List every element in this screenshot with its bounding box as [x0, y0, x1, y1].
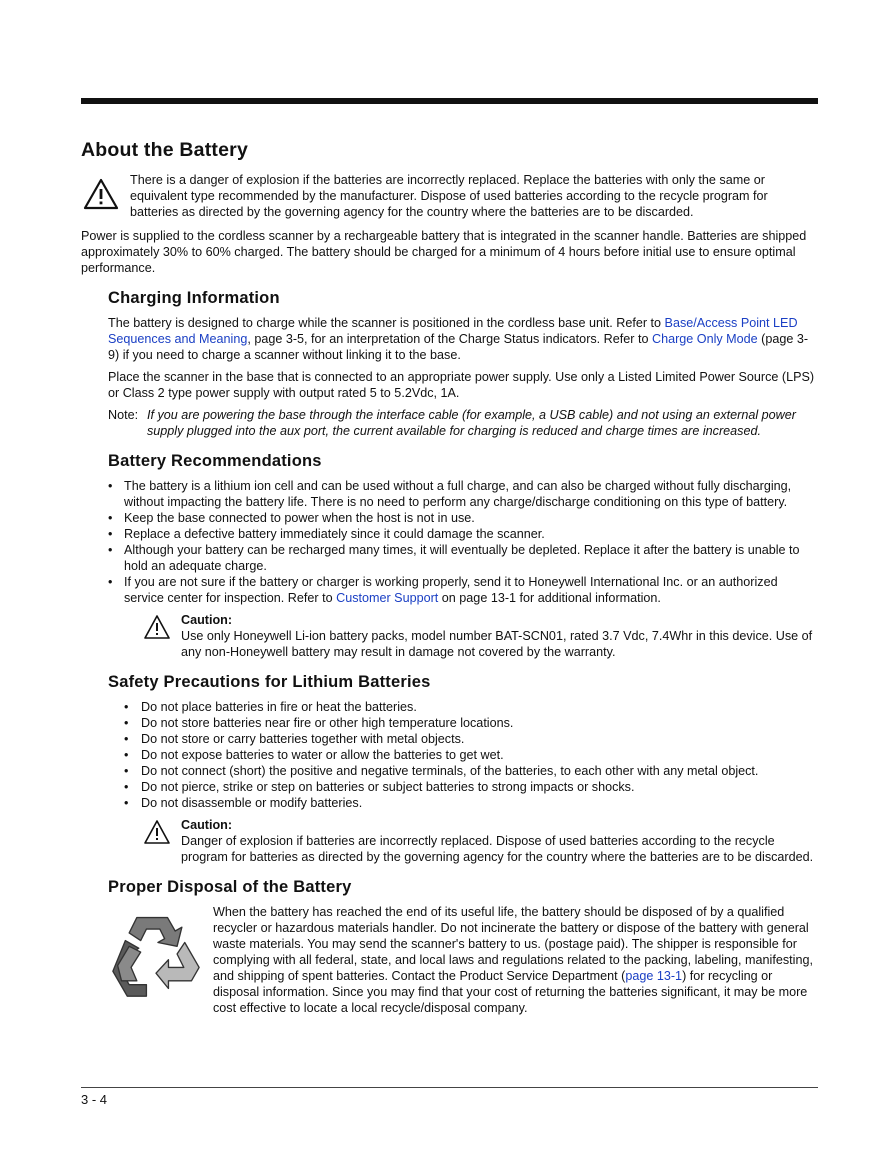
list-item: • Do not expose batteries to water or allow the batteries to get wet. [124, 747, 818, 763]
caution-text: Danger of explosion if batteries are incorrectly replaced. Dispose of used batteries according to the recycle program for batteries as directed by the governing agency for the country where the batteries are to be discarded. [181, 834, 814, 864]
support-text-a: If you are not sure if the battery or charger is working properly, send it to Honeywell International Inc. or an authorized service center for inspection. Refer to [124, 575, 778, 605]
explosion-caution [181, 817, 818, 865]
support-text-b: on page 13-1 for additional information. [438, 591, 661, 605]
page-13-1-link[interactable]: page 13-1 [625, 969, 683, 983]
list-item: • Keep the base connected to power when the host is not in use. [108, 510, 818, 526]
list-item: • Although your battery can be recharged many times, it will eventually be depleted. Replace it after the battery is unable to hold an adequate charge. [108, 542, 818, 574]
caution-title: Caution: [181, 613, 233, 627]
list-item: • Do not disassemble or modify batteries. [124, 795, 818, 811]
caution-title: Caution: [181, 818, 233, 832]
disposal-section [213, 904, 818, 1016]
list-item: • Do not store or carry batteries together with metal objects. [124, 731, 818, 747]
caution-triangle-icon [143, 614, 171, 640]
charging-heading: Charging Information [108, 289, 280, 307]
list-item [108, 574, 818, 606]
safety-heading: Safety Precautions for Lithium Batteries [108, 673, 431, 691]
disposal-text-b: ) for recycling or disposal information. Since you may find that your cost of returning the batteries significant, it may be more cost effective to locate a local recycle/disposal company. [213, 969, 808, 1015]
disposal-text-a: When the battery has reached the end of its useful life, the battery should be disposed of by a qualified recycler or hazardous materials handler. Do not incinerate the battery or dispose of the battery with general waste materials. You may send the scanner's battery to us. (postage paid). The shipper is responsible for complying with all federal, state, and local laws and regulations related to the packing, labeling, manifesting, and shipping of spent batteries. Contact the Product Service Department ( [213, 905, 813, 983]
customer-support-link[interactable]: Customer Support [336, 591, 439, 605]
page-title: About the Battery [81, 139, 248, 161]
charging-text-c: (page 3-9) if you need to charge a scanner without linking it to the base. [108, 332, 809, 362]
warning-text: There is a danger of explosion if the batteries are incorrectly replaced. Replace the batteries with only the same or equivalent type recommended by the manufacturer. Dispose of used batteries according to the recycle program for batteries as directed by the governing agency for the country where the batteries are to be discarded. [130, 173, 768, 219]
list-item: • Replace a defective battery immediately since it could damage the scanner. [108, 526, 818, 542]
page-content [81, 138, 818, 1016]
battery-caution [181, 612, 818, 660]
recommendations-heading: Battery Recommendations [108, 452, 322, 470]
charging-paragraph-1 [108, 315, 818, 363]
explosion-warning [81, 172, 818, 220]
intro-paragraph: Power is supplied to the cordless scanner by a rechargeable battery that is integrated in the scanner handle. Batteries are shipped approximately 30% to 60% charged. The battery should be charged for a minimum of 4 hours before initial use to ensure optimal performance. [81, 229, 807, 275]
recycle-icon [108, 908, 204, 1000]
safety-list [124, 699, 818, 811]
charge-only-mode-link[interactable]: Charge Only Mode [651, 332, 758, 346]
list-item: • The battery is a lithium ion cell and can be used without a full charge, and can also be charged without fully discharging, without impacting the battery life. There is no need to perform any charge/discharge conditioning on this type of battery. [108, 478, 818, 510]
note-text: If you are powering the base through the interface cable (for example, a USB cable) and not using an external power supply plugged into the aux port, the current available for charging is reduced and charge times are increased. [147, 408, 796, 438]
page-number: 3 - 4 [81, 1092, 108, 1107]
note-label: Note: [108, 408, 139, 422]
list-item: • Do not store batteries near fire or other high temperature locations. [124, 715, 818, 731]
charging-text-b: , page 3-5, for an interpretation of the Charge Status indicators. Refer to [247, 332, 652, 346]
header-rule [81, 98, 818, 104]
list-item: • Do not place batteries in fire or heat the batteries. [124, 699, 818, 715]
warning-triangle-icon [83, 178, 119, 210]
charging-paragraph-2: Place the scanner in the base that is connected to an appropriate power supply. Use only a Listed Limited Power Source (LPS) or Class 2 type power supply with output rated 5 to 5.2Vdc, 1A. [108, 370, 815, 400]
list-item: • Do not connect (short) the positive and negative terminals, of the batteries, to each other with any metal object. [124, 763, 818, 779]
charging-text-a: The battery is designed to charge while the scanner is positioned in the cordless base unit. Refer to [108, 316, 665, 330]
charging-note [108, 407, 818, 439]
footer-rule [81, 1087, 818, 1088]
caution-text: Use only Honeywell Li-ion battery packs, model number BAT-SCN01, rated 3.7 Vdc, 7.4Whr in this device. Use of any non-Honeywell battery may result in damage not covered by the warranty. [181, 629, 813, 659]
list-item: • Do not pierce, strike or step on batteries or subject batteries to strong impacts or shocks. [124, 779, 818, 795]
led-sequences-link[interactable]: Base/Access Point LED Sequences and Meaning [108, 316, 798, 346]
disposal-text [213, 904, 818, 1016]
caution-triangle-icon [143, 819, 171, 845]
disposal-heading: Proper Disposal of the Battery [108, 878, 352, 896]
recommendations-list [108, 478, 818, 606]
